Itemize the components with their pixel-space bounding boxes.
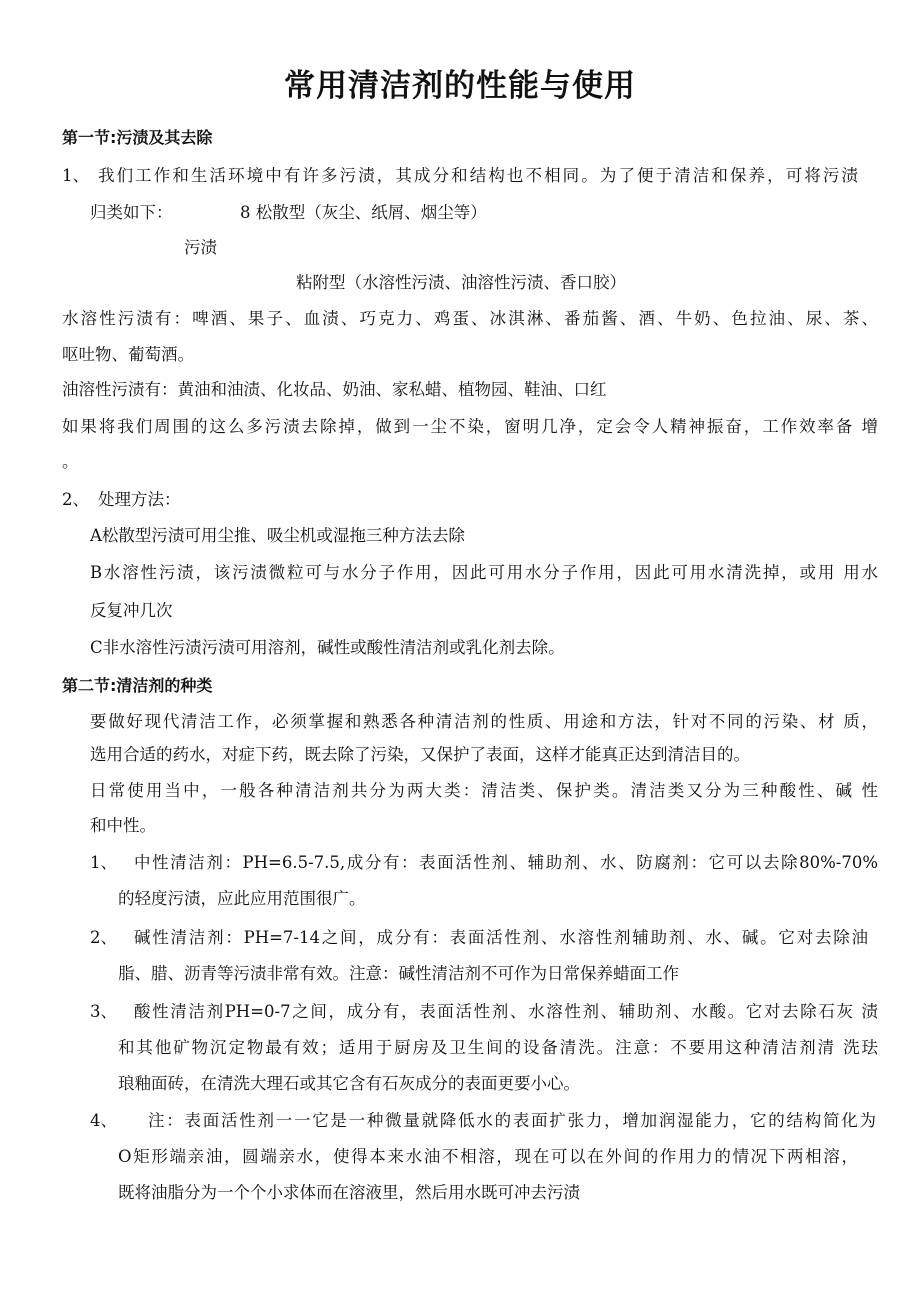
type2-number: 2、 [90, 928, 117, 947]
type4-line1: 注：表面活性剂一一它是一种微量就降低水的表面扩张力，增加润湿能力，它的结构简化为 [148, 1111, 876, 1130]
page-title: 常用清洁剂的性能与使用 [284, 68, 636, 104]
type1-line2: 的轻度污渍，应此应用范围很广。 [118, 889, 366, 908]
item1-text: 我们工作和生活环境中有许多污渍，其成分和结构也不相同。为了便于清洁和保养，可将污渍 [98, 166, 858, 185]
type4-line3: 既将油脂分为一个个小求体而在溶液里，然后用水既可冲去污渍 [118, 1183, 580, 1202]
method-c: C非水溶性污渍污渍可用溶剂，碱性或酸性清洁剂或乳化剂去除。 [90, 638, 565, 657]
type3-line3: 琅釉面砖，在清洗大理石或其它含有石灰成分的表面更要小心。 [118, 1074, 580, 1093]
intro-line1: 要做好现代清洁工作，必须掌握和熟悉各种清洁剂的性质、用途和方法，针对不同的污染、材 质， [90, 712, 878, 731]
type1-number: 1、 [90, 853, 117, 872]
daily-line2: 和中性。 [90, 816, 156, 835]
water-soluble-line2: 呕吐物、葡萄酒。 [62, 345, 194, 364]
water-soluble-line1: 水溶性污渍有：啤酒、果子、血渍、巧克力、鸡蛋、冰淇淋、番茄酱、酒、牛奶、色拉油、尿、茶、 [62, 309, 878, 328]
type3-line2: 和其他矿物沉定物最有效；适用于厨房及卫生间的设备清洗。注意：不要用这种清洁剂清 洗珐 [118, 1038, 878, 1057]
type4-number: 4、 [90, 1111, 117, 1130]
section2-heading: 第二节:清洁剂的种类 [62, 676, 213, 695]
type3-line1: 酸性清洁剂PH=0-7之间，成分有，表面活性剂、水溶性剂、辅助剂、水酸。它对去除石灰 渍 [134, 1002, 878, 1021]
oil-soluble-line: 油溶性污渍有：黄油和油渍、化妆品、奶油、家私蜡、植物园、鞋油、口红 [62, 380, 607, 399]
intro-line2: 选用合适的药水，对症下药，既去除了污染，又保护了表面，这样才能真正达到清洁目的。 [90, 745, 750, 764]
item2-number: 2、 [62, 490, 89, 509]
daily-line1: 日常使用当中，一般各种清洁剂共分为两大类：清洁类、保护类。清洁类又分为三种酸性、碱 性 [90, 781, 878, 800]
item2-text: 处理方法： [98, 490, 181, 509]
type2-line2: 脂、腊、沥青等污渍非常有效。注意：碱性清洁剂不可作为日常保养蜡面工作 [118, 964, 679, 983]
method-a: A松散型污渍可用尘推、吸尘机或湿拖三种方法去除 [90, 526, 465, 545]
method-b-line2: 反复冲几次 [90, 601, 173, 620]
type1-line1: 中性清洁剂：PH=6.5-7.5,成分有：表面活性剂、辅助剂、水、防腐剂：它可以去除80%-70% [134, 853, 878, 872]
item1-cont: 归类如下： [90, 203, 173, 222]
method-b-line1: B水溶性污渍，该污渍微粒可与水分子作用，因此可用水分子作用，因此可用水清洗掉，或用 用水 [90, 563, 878, 582]
type4-line2: O矩形端亲油，圆端亲水，使得本来水油不相溶，现在可以在外间的作用力的情况下两相溶， [118, 1147, 858, 1166]
type3-number: 3、 [90, 1002, 117, 1021]
benefit-line2: 。 [62, 452, 79, 471]
type2-line1: 碱性清洁剂：PH=7-14之间，成分有：表面活性剂、水溶性剂辅助剂、水、碱。它对去除油 [134, 928, 868, 947]
branch-loose: 8 松散型（灰尘、纸屑、烟尘等） [240, 203, 487, 222]
branch-adhesive: 粘附型（水溶性污渍、油溶性污渍、香口胶） [296, 273, 626, 292]
section1-heading: 第一节:污渍及其去除 [62, 128, 213, 147]
benefit-line1: 如果将我们周围的这么多污渍去除掉，做到一尘不染，窗明几净，定会令人精神振奋，工作效率备 增 [62, 417, 878, 436]
branch-center-label: 污渍 [184, 238, 217, 257]
item1-number: 1、 [62, 166, 89, 185]
